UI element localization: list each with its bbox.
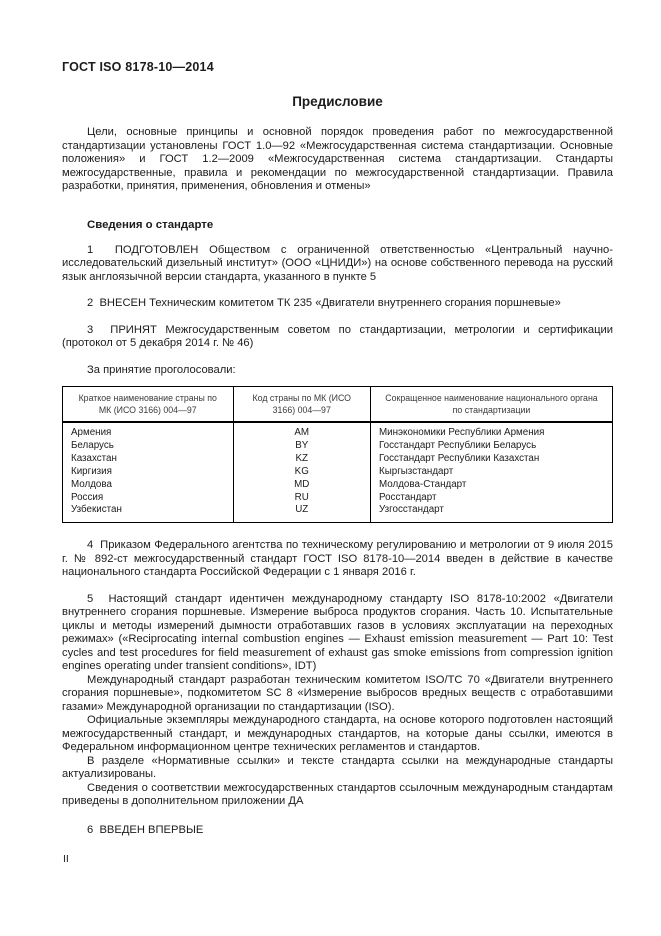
cell-country: Молдова xyxy=(71,478,112,490)
column-header-code: Код страны по МК (ИСО 3166) 004—97 xyxy=(233,387,371,423)
cell-country: Узбекистан xyxy=(71,504,122,516)
info-item-5-developer: Международный стандарт разработан техническим комитетом ISO/TC 70 «Двигатели внутреннего сгорания поршневые», подкомитетом SC 8 «Измерение выбросов вредных веществ с отработавшими газами» Международной организации по стандартизации (ISO). xyxy=(62,673,613,713)
info-item-5-compliance: Сведения о соответствии межгосударственных стандартов ссылочным международным стандартам приведены в дополнительном приложении ДА xyxy=(62,781,613,808)
info-item-1: 1 ПОДГОТОВЛЕН Обществом с ограниченной ответственностью «Центральный научно-исследовательский дизельный институт» (ООО «ЦНИДИ») на основе собственного перевода на русский язык англоязычной версии стандарта, указанного в пункте 5 xyxy=(62,243,613,283)
cell-country: Россия xyxy=(71,491,104,503)
table-row xyxy=(63,479,613,492)
voting-table-header-row xyxy=(63,387,613,423)
table-row xyxy=(63,492,613,505)
cell-org: Узгосстандарт xyxy=(371,504,613,522)
table-row xyxy=(63,504,613,522)
info-item-6: 6 ВВЕДЕН ВПЕРВЫЕ xyxy=(87,823,204,836)
table-row xyxy=(63,440,613,453)
cell-org: Госстандарт Республики Казахстан xyxy=(371,453,613,466)
table-row xyxy=(63,453,613,466)
info-item-5: 5 Настоящий стандарт идентичен международному стандарту ISO 8178-10:2002 «Двигатели внутреннего сгорания поршневые. Измерение выброса продуктов сгорания. Часть 10. Испытательные циклы и методы измерений дымности отработавших газов в условиях эксплуатации на переходных режимах» («Reciprocating internal combustion engines — Exhaust emission measurement — Part 10: Test cycles and test procedures for field measurement of exhaust gas smoke emissions from compression ignition engines operating under transient conditions», IDT) xyxy=(62,592,613,673)
info-item-4: 4 Приказом Федерального агентства по техническому регулированию и метрологии от 9 июля 2015 г. № 892-ст межгосударственный стандарт ГОСТ ISO 8178-10—2014 введен в действие в качестве национального стандарта Российской Федерации с 1 января 2016 г. xyxy=(62,539,613,579)
column-header-org: Сокращенное наименование национального органа по стандартизации xyxy=(371,387,613,423)
cell-country: Армения xyxy=(71,427,112,438)
page-title: Предисловие xyxy=(292,94,383,109)
info-item-3: 3 ПРИНЯТ Межгосударственным советом по стандартизации, метрологии и сертификации (протокол от 5 декабря 2014 г. № 46) xyxy=(62,323,613,349)
voting-table-header xyxy=(63,387,613,423)
page-number: II xyxy=(63,853,69,865)
cell-org: Росстандарт xyxy=(371,492,613,505)
cell-code: BY xyxy=(233,440,371,453)
cell-org: Кыргызстандарт xyxy=(371,466,613,479)
cell-org: Молдова-Стандарт xyxy=(371,479,613,492)
cell-code: KZ xyxy=(233,453,371,466)
cell-country: Казахстан xyxy=(71,452,117,464)
table-row xyxy=(63,422,613,440)
info-item-5-copies: Официальные экземпляры международного стандарта, на основе которого подготовлен настоящий межгосударственный стандарт, и международных стандартов, на которые даны ссылки, имеются в Федеральном информационном центре технических регламентов и стандартов. xyxy=(62,714,613,754)
voting-table xyxy=(62,386,613,523)
cell-org: Госстандарт Республики Беларусь xyxy=(371,440,613,453)
cell-code: AM xyxy=(233,422,371,440)
intro-paragraph: Цели, основные принципы и основной порядок проведения работ по межгосударственной стандартизации установлены ГОСТ 1.0—92 «Межгосударственная система стандартизации. Основные положения» и ГОСТ 1.2—2009 «Межгосударственная система стандартизации. Стандарты межгосударственные, правила и рекомендации по межгосударственной стандартизации. Правила разработки, принятия, применения, обновления и отмены» xyxy=(62,126,613,192)
cell-code: KG xyxy=(233,466,371,479)
column-header-country: Краткое наименование страны по МК (ИСО 3166) 004—97 xyxy=(63,387,234,423)
cell-country: Беларусь xyxy=(71,439,114,451)
info-item-2: 2 ВНЕСЕН Техническим комитетом ТК 235 «Двигатели внутреннего сгорания поршневые» xyxy=(87,297,561,309)
standard-info-heading: Сведения о стандарте xyxy=(87,218,214,231)
cell-code: RU xyxy=(233,492,371,505)
cell-code: UZ xyxy=(233,504,371,522)
voting-table-body xyxy=(63,422,613,523)
document-code: ГОСТ ISO 8178-10—2014 xyxy=(62,60,214,74)
cell-country: Киргизия xyxy=(71,465,112,477)
cell-code: MD xyxy=(233,479,371,492)
cell-org: Минэкономики Республики Армения xyxy=(371,422,613,440)
table-row xyxy=(63,466,613,479)
info-item-5-references: В разделе «Нормативные ссылки» и тексте стандарта ссылки на международные стандарты актуализированы. xyxy=(62,754,613,781)
vote-caption: За принятие проголосовали: xyxy=(87,363,236,376)
